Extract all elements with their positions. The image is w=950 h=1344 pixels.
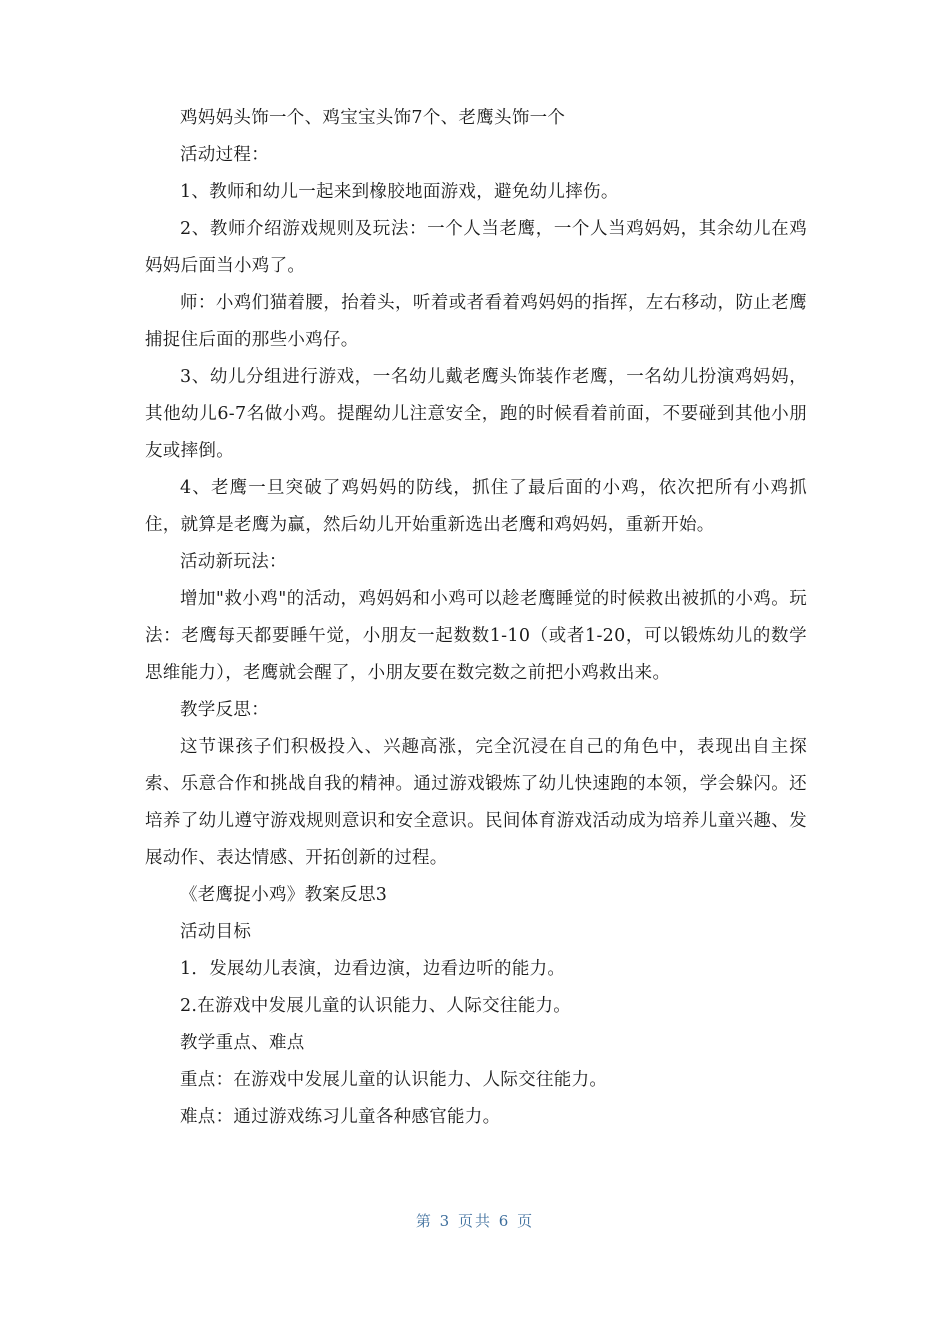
document-page <box>145 100 807 1136</box>
paragraph: 1．发展幼儿表演，边看边演，边看边听的能力。 <box>180 959 566 979</box>
paragraph: 2、教师介绍游戏规则及玩法：一个人当老鹰，一个人当鸡妈妈，其余幼儿在鸡妈妈后面当小鸡了。 <box>145 219 807 276</box>
paragraph: 2.在游戏中发展儿童的认识能力、人际交往能力。 <box>180 996 572 1016</box>
section-heading: 活动目标 <box>180 922 252 942</box>
paragraph: 重点：在游戏中发展儿童的认识能力、人际交往能力。 <box>180 1070 608 1090</box>
paragraph: 师：小鸡们猫着腰，抬着头，听着或者看着鸡妈妈的指挥，左右移动，防止老鹰捕捉住后面的那些小鸡仔。 <box>145 293 807 350</box>
paragraph: 难点：通过游戏练习儿童各种感官能力。 <box>180 1107 501 1127</box>
paragraph: 这节课孩子们积极投入、兴趣高涨，完全沉浸在自己的角色中，表现出自主探索、乐意合作和挑战自我的精神。通过游戏锻炼了幼儿快速跑的本领，学会躲闪。还培养了幼儿遵守游戏规则意识和安全意识。民间体育游戏活动成为培养儿童兴趣、发展动作、表达情感、开拓创新的过程。 <box>145 737 807 868</box>
page-number-text: 第 3 页共 6 页 <box>415 1212 535 1230</box>
paragraph: 增加"救小鸡"的活动，鸡妈妈和小鸡可以趁老鹰睡觉的时候救出被抓的小鸡。玩法：老鹰每天都要睡午觉，小朋友一起数数1-10（或者1-20，可以锻炼幼儿的数学思维能力），老鹰就会醒了，小朋友要在数完数之前把小鸡救出来。 <box>145 589 807 683</box>
section-heading: 活动过程： <box>180 145 269 165</box>
section-heading: 教学重点、难点 <box>180 1033 305 1053</box>
paragraph: 4、老鹰一旦突破了鸡妈妈的防线，抓住了最后面的小鸡，依次把所有小鸡抓住，就算是老鹰为赢，然后幼儿开始重新选出老鹰和鸡妈妈，重新开始。 <box>145 478 807 535</box>
paragraph: 鸡妈妈头饰一个、鸡宝宝头饰7个、老鹰头饰一个 <box>180 108 566 128</box>
section-heading: 活动新玩法： <box>180 552 287 572</box>
page-footer <box>0 1210 950 1231</box>
paragraph: 3、幼儿分组进行游戏，一名幼儿戴老鹰头饰装作老鹰，一名幼儿扮演鸡妈妈，其他幼儿6-7名做小鸡。提醒幼儿注意安全，跑的时候看着前面，不要碰到其他小朋友或摔倒。 <box>145 367 807 461</box>
section-title: 《老鹰捉小鸡》教案反思3 <box>180 885 388 905</box>
paragraph: 1、教师和幼儿一起来到橡胶地面游戏，避免幼儿摔伤。 <box>180 182 619 202</box>
section-heading: 教学反思： <box>180 700 269 720</box>
